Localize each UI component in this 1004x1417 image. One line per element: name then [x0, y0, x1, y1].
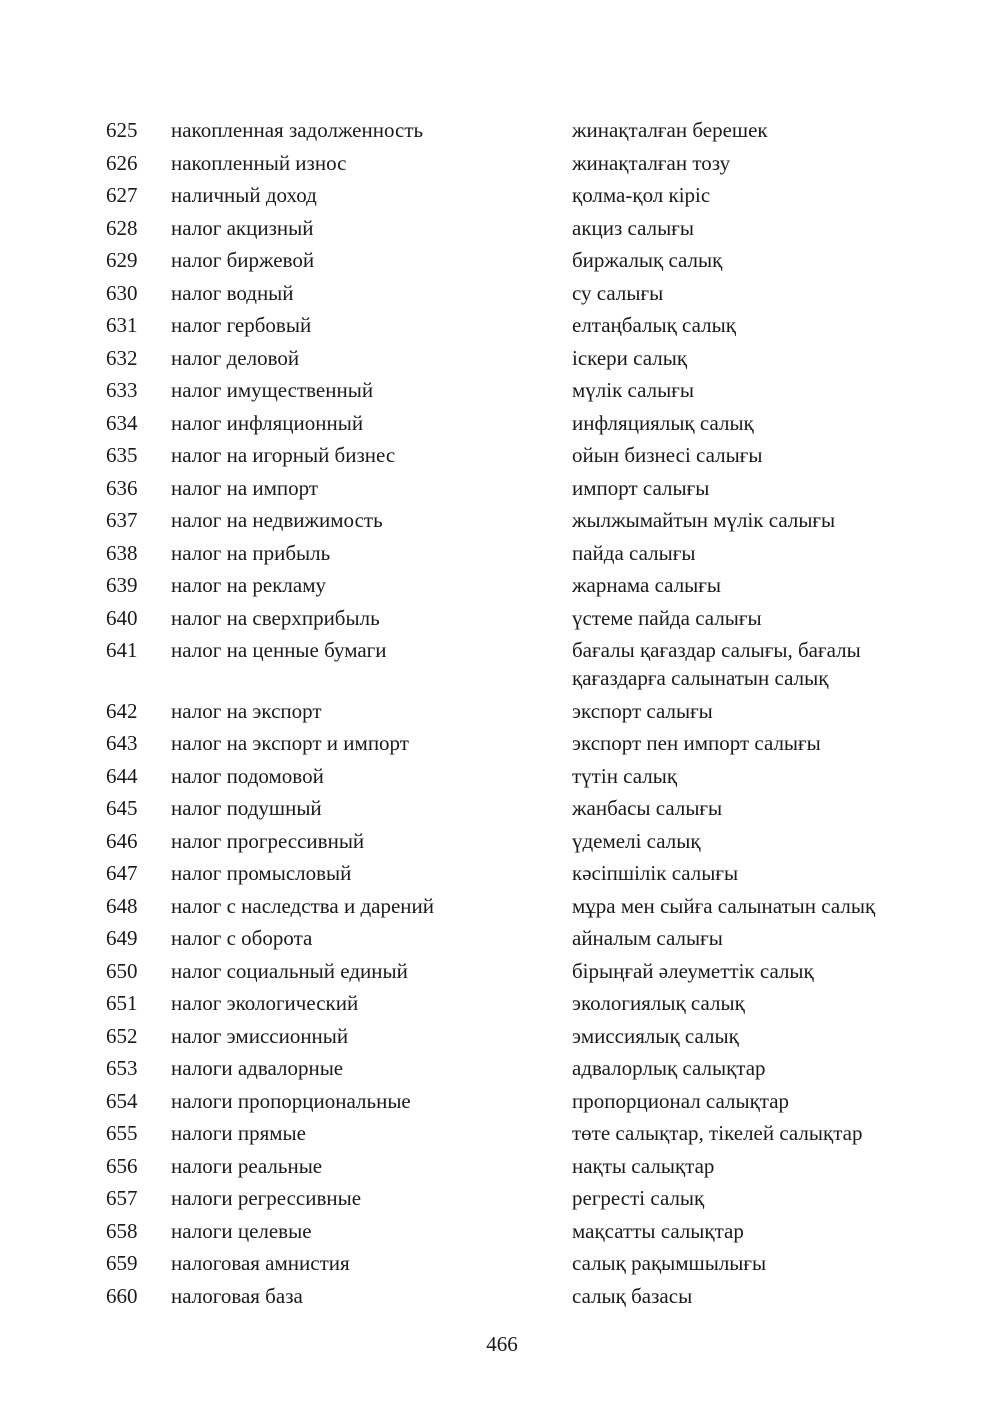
glossary-entry [106, 892, 926, 920]
entry-number: 640 [106, 605, 138, 630]
entry-number: 645 [106, 796, 138, 820]
glossary-entry [106, 957, 926, 985]
russian-term: налог с оборота [171, 926, 313, 950]
kazakh-term: акциз салығы [572, 215, 694, 240]
glossary-entry [106, 149, 926, 177]
russian-term: налог гербовый [171, 313, 312, 337]
russian-term: налог прогрессивный [171, 828, 365, 853]
entry-number: 649 [106, 926, 138, 950]
glossary-entry [106, 311, 926, 339]
kazakh-term: адвалорлық салықтар [572, 1056, 766, 1080]
glossary-entry [106, 859, 926, 887]
kazakh-term: инфляциялық салық [572, 410, 754, 435]
glossary-entry [106, 506, 926, 534]
entry-number: 643 [106, 731, 138, 755]
kazakh-term: су салығы [572, 280, 664, 305]
kazakh-term: экологиялық салық [572, 991, 745, 1015]
russian-term: налог на прибыль [171, 540, 331, 565]
russian-term: налоги пропорциональные [171, 1088, 411, 1113]
entry-number: 641 [106, 638, 138, 662]
glossary-entry [106, 1119, 926, 1147]
russian-term: налог на экспорт [171, 698, 322, 723]
glossary-entry [106, 1184, 926, 1212]
russian-term: налог водный [171, 280, 294, 305]
glossary-entry [106, 571, 926, 599]
glossary-entry [106, 1249, 926, 1277]
kazakh-term: экспорт пен импорт салығы [572, 731, 821, 755]
glossary-entry [106, 794, 926, 822]
glossary-entry [106, 1282, 926, 1310]
glossary-entry [106, 441, 926, 469]
kazakh-term: ойын бизнесі салығы [572, 443, 763, 467]
russian-term: налог биржевой [171, 248, 315, 272]
russian-term: наличный доход [171, 183, 317, 207]
russian-term: налог на импорт [171, 475, 319, 500]
russian-term: налоговая амнистия [171, 1251, 350, 1275]
entry-number: 653 [106, 1056, 138, 1080]
russian-term: налоги целевые [171, 1218, 312, 1243]
kazakh-term: қолма-қол кіріс [572, 183, 711, 207]
russian-term: налоги адвалорные [171, 1056, 344, 1080]
kazakh-term: мұра мен сыйға салынатын салық [572, 893, 876, 918]
glossary-entry [106, 539, 926, 567]
entry-number: 646 [106, 828, 138, 853]
entry-number: 654 [106, 1088, 138, 1113]
entry-number: 627 [106, 183, 138, 207]
kazakh-term: жанбасы салығы [572, 796, 723, 820]
russian-term: налог с наследства и дарений [171, 893, 434, 918]
glossary-entry [106, 827, 926, 855]
entry-number: 628 [106, 215, 138, 240]
glossary-entry [106, 1152, 926, 1180]
kazakh-term: мақсатты салықтар [572, 1218, 744, 1243]
entry-number: 639 [106, 573, 138, 597]
glossary-entry-list [106, 116, 926, 1314]
russian-term: налог промысловый [171, 861, 352, 885]
russian-term: налоги регрессивные [171, 1186, 362, 1210]
glossary-entry [106, 924, 926, 952]
entry-number: 659 [106, 1251, 138, 1275]
glossary-entry [106, 376, 926, 404]
entry-number: 636 [106, 475, 138, 500]
glossary-entry [106, 636, 926, 692]
entry-number: 625 [106, 118, 138, 142]
kazakh-term: үдемелі салық [572, 828, 701, 853]
kazakh-term: жинақталған тозу [572, 150, 731, 175]
kazakh-term: бағалы қағаздар салығы, бағалы қағаздарға салынатын салық [572, 638, 861, 690]
russian-term: накопленный износ [171, 150, 347, 175]
glossary-entry [106, 181, 926, 209]
entry-number: 633 [106, 378, 138, 402]
kazakh-term: жинақталған берешек [572, 118, 768, 142]
russian-term: налог социальный единый [171, 958, 408, 983]
entry-number: 626 [106, 150, 138, 175]
glossary-entry [106, 279, 926, 307]
russian-term: налог эмиссионный [171, 1023, 349, 1048]
russian-term: налог имущественный [171, 378, 374, 402]
kazakh-term: іскери салық [572, 345, 688, 370]
entry-number: 655 [106, 1121, 138, 1145]
russian-term: накопленная задолженность [171, 118, 424, 142]
kazakh-term: жарнама салығы [572, 573, 721, 597]
kazakh-term: импорт салығы [572, 475, 710, 500]
russian-term: налог акцизный [171, 215, 314, 240]
kazakh-term: мүлік салығы [572, 378, 694, 402]
page-number: 466 [486, 1332, 518, 1356]
glossary-entry [106, 1087, 926, 1115]
entry-number: 631 [106, 313, 138, 337]
kazakh-term: салық базасы [572, 1283, 693, 1308]
glossary-entry [106, 1217, 926, 1245]
glossary-entry [106, 214, 926, 242]
entry-number: 660 [106, 1283, 138, 1308]
entry-number: 629 [106, 248, 138, 272]
russian-term: налог на ценные бумаги [171, 638, 387, 662]
glossary-entry [106, 1022, 926, 1050]
kazakh-term: жылжымайтын мүлік салығы [572, 508, 836, 532]
entry-number: 650 [106, 958, 138, 983]
entry-number: 656 [106, 1153, 138, 1178]
russian-term: налог на недвижимость [171, 508, 383, 532]
kazakh-term: елтаңбалық салық [572, 313, 736, 337]
glossary-entry [106, 989, 926, 1017]
entry-number: 638 [106, 540, 138, 565]
kazakh-term: түтін салық [572, 763, 678, 788]
russian-term: налог экологический [171, 991, 359, 1015]
russian-term: налог на сверхприбыль [171, 605, 380, 630]
entry-number: 652 [106, 1023, 138, 1048]
russian-term: налоги прямые [171, 1121, 306, 1145]
kazakh-term: биржалық салық [572, 248, 723, 272]
kazakh-term: нақты салықтар [572, 1153, 715, 1178]
russian-term: налог подомовой [171, 763, 324, 788]
glossary-entry [106, 116, 926, 144]
kazakh-term: кәсіпшілік салығы [572, 861, 739, 885]
entry-number: 635 [106, 443, 138, 467]
entry-number: 647 [106, 861, 138, 885]
entry-number: 651 [106, 991, 138, 1015]
glossary-entry [106, 1054, 926, 1082]
entry-number: 657 [106, 1186, 138, 1210]
russian-term: налоги реальные [171, 1153, 323, 1178]
kazakh-term: айналым салығы [572, 926, 723, 950]
entry-number: 642 [106, 698, 138, 723]
glossary-entry [106, 762, 926, 790]
russian-term: налог на игорный бизнес [171, 443, 396, 467]
glossary-entry [106, 246, 926, 274]
glossary-entry [106, 729, 926, 757]
glossary-entry [106, 697, 926, 725]
russian-term: налог деловой [171, 345, 300, 370]
entry-number: 644 [106, 763, 138, 788]
kazakh-term: салық рақымшылығы [572, 1251, 767, 1275]
kazakh-term: пропорционал салықтар [572, 1088, 790, 1113]
kazakh-term: төте салықтар, тікелей салықтар [572, 1121, 863, 1145]
russian-term: налог подушный [171, 796, 322, 820]
russian-term: налог инфляционный [171, 410, 364, 435]
kazakh-term: бірыңғай әлеуметтік салық [572, 958, 814, 983]
entry-number: 658 [106, 1218, 138, 1243]
kazakh-term: пайда салығы [572, 540, 696, 565]
entry-number: 630 [106, 280, 138, 305]
kazakh-term: үстеме пайда салығы [572, 605, 762, 630]
entry-number: 637 [106, 508, 138, 532]
glossary-entry [106, 344, 926, 372]
glossary-entry [106, 474, 926, 502]
kazakh-term: экспорт салығы [572, 698, 713, 723]
russian-term: налоговая база [171, 1283, 303, 1308]
entry-number: 648 [106, 893, 138, 918]
glossary-entry [106, 409, 926, 437]
russian-term: налог на рекламу [171, 573, 327, 597]
kazakh-term: эмиссиялық салық [572, 1023, 739, 1048]
kazakh-term: регресті салық [572, 1186, 705, 1210]
russian-term: налог на экспорт и импорт [171, 731, 409, 755]
glossary-entry [106, 604, 926, 632]
entry-number: 634 [106, 410, 138, 435]
entry-number: 632 [106, 345, 138, 370]
